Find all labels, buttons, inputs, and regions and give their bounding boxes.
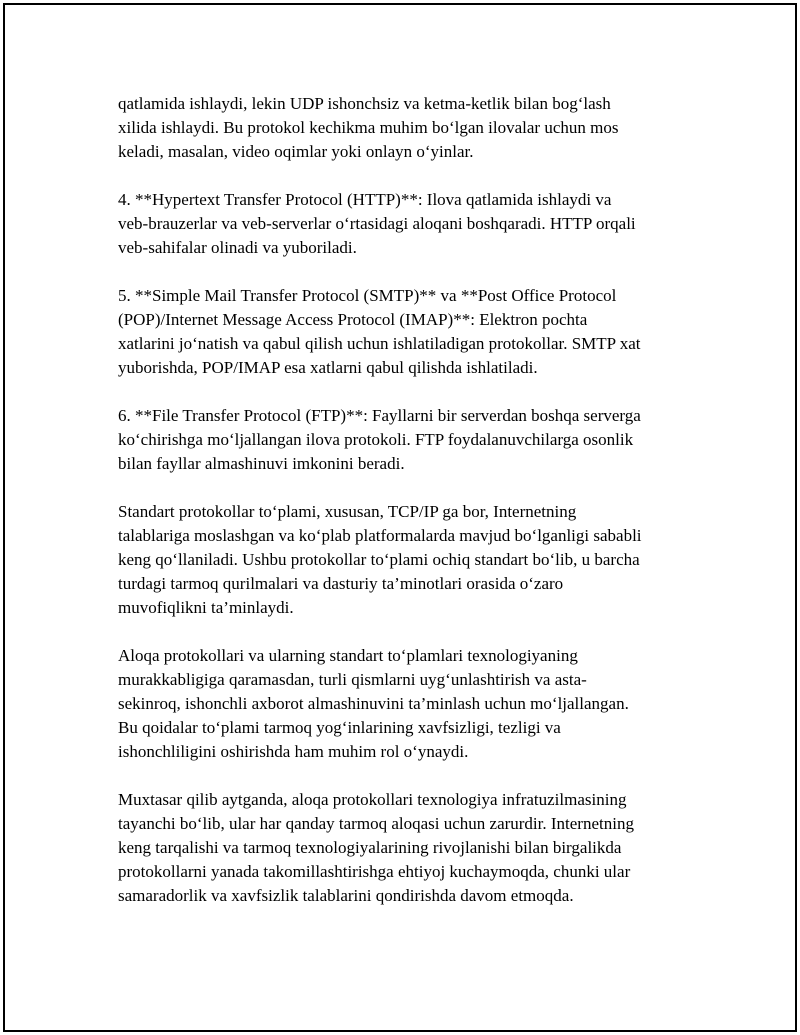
text-line: xilida ishlaydi. Bu protokol kechikma muhim bo‘lgan ilovalar uchun mos xyxy=(118,118,619,137)
paragraph-protocol-sets xyxy=(118,644,693,764)
text-line: yuborishda, POP/IMAP esa xatlarni qabul qilishda ishlatiladi. xyxy=(118,358,538,377)
paragraph-http xyxy=(118,188,693,260)
text-line: bilan fayllar almashinuvi imkonini beradi. xyxy=(118,454,405,473)
text-line: veb-sahifalar olinadi va yuboriladi. xyxy=(118,238,357,257)
text-line: qatlamida ishlaydi, lekin UDP ishonchsiz va ketma-ketlik bilan bog‘lash xyxy=(118,94,611,113)
text-line: muvofiqlikni ta’minlaydi. xyxy=(118,598,294,617)
text-line: talablariga moslashgan va ko‘plab platformalarda mavjud bo‘lganligi sababli xyxy=(118,526,642,545)
text-line: Aloqa protokollari va ularning standart to‘plamlari texnologiyaning xyxy=(118,646,578,665)
text-line: murakkabligiga qaramasdan, turli qismlarni uyg‘unlashtirish va asta- xyxy=(118,670,587,689)
text-line: 6. **File Transfer Protocol (FTP)**: Fayllarni bir serverdan boshqa serverga xyxy=(118,406,641,425)
text-line: Bu qoidalar to‘plami tarmoq yog‘inlarining xavfsizligi, tezligi va xyxy=(118,718,561,737)
text-line: keng tarqalishi va tarmoq texnologiyalarining rivojlanishi bilan birgalikda xyxy=(118,838,622,857)
text-line: keladi, masalan, video oqimlar yoki onlayn o‘yinlar. xyxy=(118,142,474,161)
paragraph-summary xyxy=(118,788,693,908)
document-body xyxy=(118,92,693,908)
paragraph-standard-protocols xyxy=(118,500,693,620)
text-line: 5. **Simple Mail Transfer Protocol (SMTP)** va **Post Office Protocol xyxy=(118,286,617,305)
text-line: Standart protokollar to‘plami, xususan, TCP/IP ga bor, Internetning xyxy=(118,502,577,521)
text-line: veb-brauzerlar va veb-serverlar o‘rtasidagi aloqani boshqaradi. HTTP orqali xyxy=(118,214,636,233)
text-line: protokollarni yanada takomillashtirishga ehtiyoj kuchaymoqda, chunki ular xyxy=(118,862,631,881)
text-line: sekinroq, ishonchli axborot almashinuvini ta’minlash uchun mo‘ljallangan. xyxy=(118,694,629,713)
text-line: xatlarini jo‘natish va qabul qilish uchun ishlatiladigan protokollar. SMTP xat xyxy=(118,334,641,353)
paragraph-smtp-pop-imap xyxy=(118,284,693,380)
text-line: turdagi tarmoq qurilmalari va dasturiy ta’minotlari orasida o‘zaro xyxy=(118,574,564,593)
paragraph-udp xyxy=(118,92,693,164)
text-line: keng qo‘llaniladi. Ushbu protokollar to‘plami ochiq standart bo‘lib, u barcha xyxy=(118,550,640,569)
text-line: ko‘chirishga mo‘ljallangan ilova protokoli. FTP foydalanuvchilarga osonlik xyxy=(118,430,634,449)
text-line: tayanchi bo‘lib, ular har qanday tarmoq aloqasi uchun zarurdir. Internetning xyxy=(118,814,634,833)
text-line: 4. **Hypertext Transfer Protocol (HTTP)**: Ilova qatlamida ishlaydi va xyxy=(118,190,612,209)
paragraph-ftp xyxy=(118,404,693,476)
text-line: (POP)/Internet Message Access Protocol (IMAP)**: Elektron pochta xyxy=(118,310,588,329)
text-line: Muxtasar qilib aytganda, aloqa protokollari texnologiya infratuzilmasining xyxy=(118,790,627,809)
text-line: ishonchliligini oshirishda ham muhim rol o‘ynaydi. xyxy=(118,742,469,761)
text-line: samaradorlik va xavfsizlik talablarini qondirishda davom etmoqda. xyxy=(118,886,574,905)
